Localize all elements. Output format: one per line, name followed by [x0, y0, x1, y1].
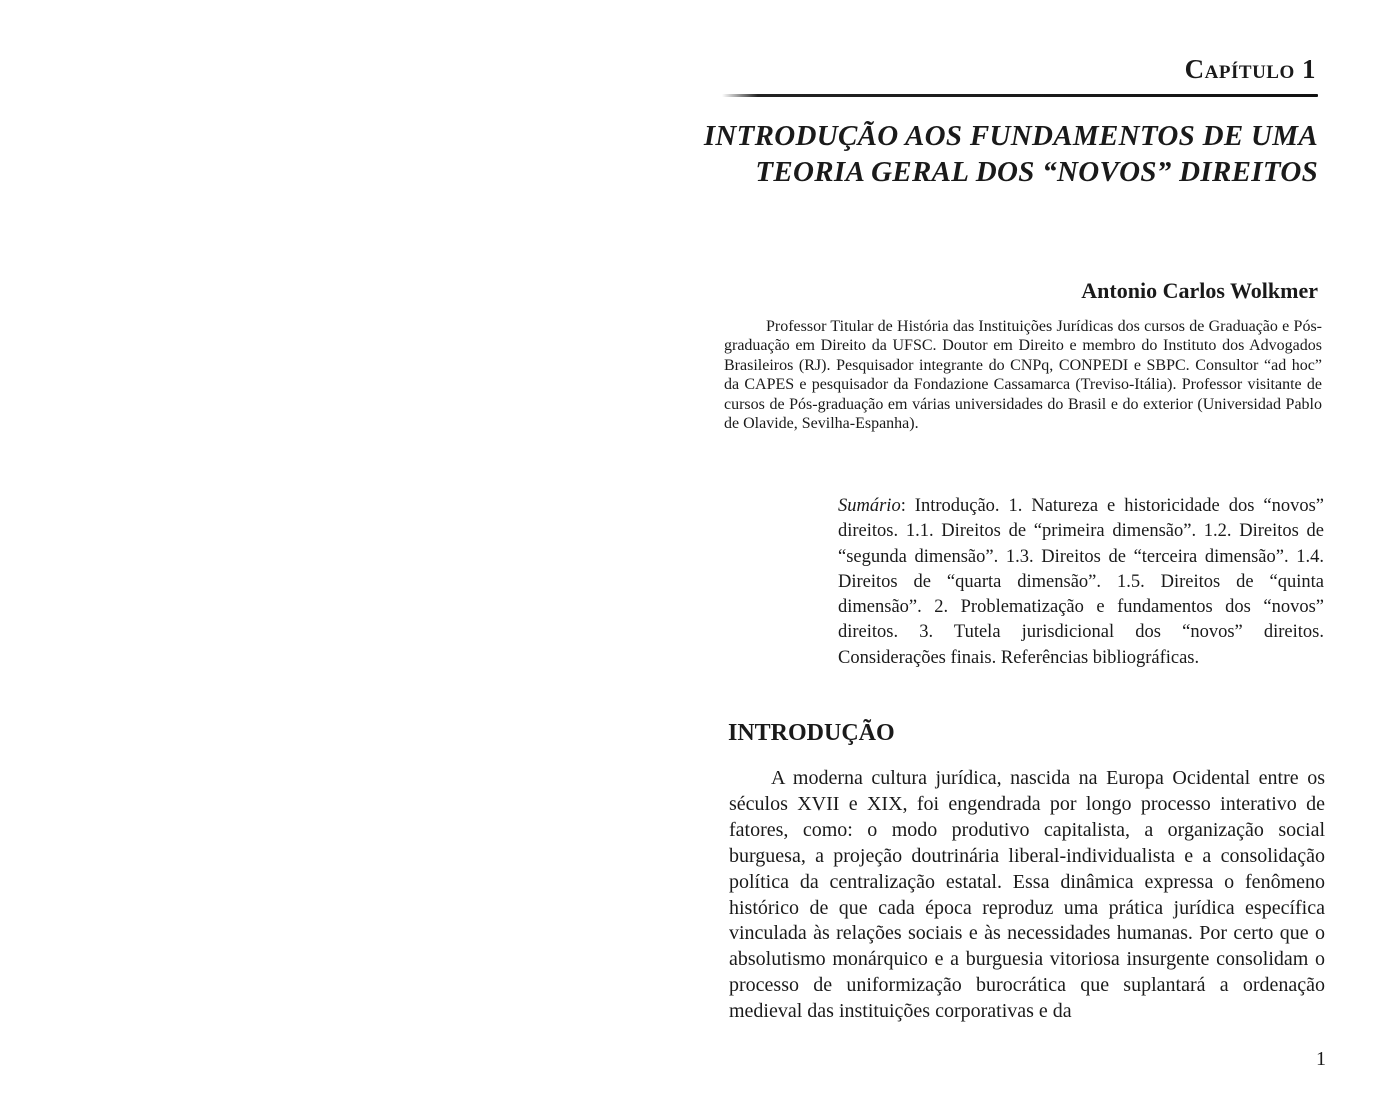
chapter-divider	[722, 94, 1318, 97]
author-name: Antonio Carlos Wolkmer	[1081, 278, 1318, 303]
summary-text: : Introdução. 1. Natureza e historicidade dos “novos” direitos. 1.1. Direitos de “primeira dimensão”. 1.2. Direitos de “segunda dimensão”. 1.3. Direitos de “terceira dimensão”. 1.4. Direitos de “quarta dimensão”. 1.5. Direitos de “quinta dimensão”. 2. Problematização e fundamentos dos “novos” direitos. 3. Tutela jurisdicional dos “novos” direitos. Considerações finais. Referências bibliográficas.	[838, 496, 1324, 668]
summary	[838, 494, 1324, 671]
page-number: 1	[1316, 1048, 1326, 1070]
body-paragraph: A moderna cultura jurídica, nascida na Europa Ocidental entre os séculos XVII e XIX, foi engendrada por longo processo interativo de fatores, como: o modo produtivo capitalista, a organização social burguesa, a projeção doutrinária liberal-individualista e a consolidação política da centralização estatal. Essa dinâmica expressa o fenômeno histórico de que cada época reproduz uma prática jurídica específica vinculada às relações sociais e às necessidades humanas. Por certo que o absolutismo monárquico e a burguesia vitoriosa insurgente consolidam o processo de uniformização burocrática que suplantará a ordenação medieval das instituições corporativas e da	[729, 767, 1325, 1023]
section-heading: INTRODUÇÃO	[728, 720, 895, 746]
summary-label: Sumário	[838, 496, 901, 516]
chapter-title: INTRODUÇÃO AOS FUNDAMENTOS DE UMA TEORIA GERAL DOS “NOVOS” DIREITOS	[703, 120, 1318, 188]
chapter-label: Capítulo 1	[1184, 54, 1316, 84]
author-bio: Professor Titular de História das Instituições Jurídicas dos cursos de Graduação e Pós-graduação em Direito da UFSC. Doutor em Direito e membro do Instituto dos Advogados Brasileiros (RJ). Pesquisador integrante do CNPq, CONPEDI e SBPC. Consultor “ad hoc” da CAPES e pesquisador da Fondazione Cassamarca (Treviso-Itália). Professor visitante de cursos de Pós-graduação em várias universidades do Brasil e do exterior (Universidad Pablo de Olavide, Sevilha-Espanha).	[724, 318, 1322, 433]
